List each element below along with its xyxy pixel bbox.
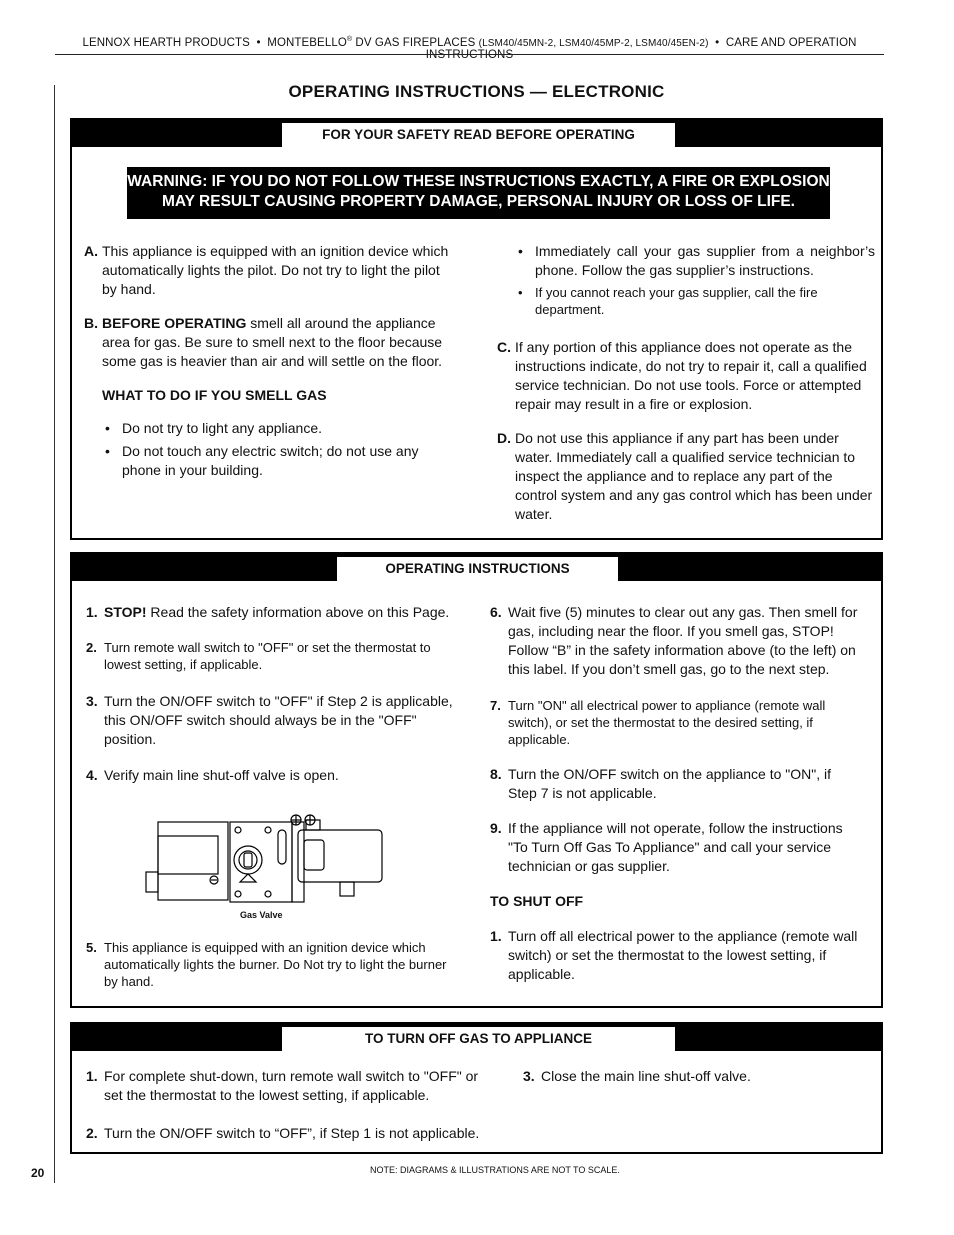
right-bullet-list <box>515 242 875 318</box>
page-number: 20 <box>31 1166 45 1180</box>
safety-item-a <box>84 242 454 299</box>
step-label: 7. <box>490 698 501 713</box>
step-3 <box>86 692 458 749</box>
header-brand: LENNOX HEARTH PRODUCTS <box>82 36 250 49</box>
turn-off-right-column <box>523 1067 863 1101</box>
step-label: 6. <box>490 604 502 620</box>
item-label: D. <box>497 430 511 446</box>
shut-off-step-1 <box>490 927 862 984</box>
turn-off-panel <box>70 1022 883 1154</box>
warning-line-1: WARNING: IF YOU DO NOT FOLLOW THESE INSTRUCTIONS EXACTLY, A FIRE OR EXPLOSION <box>127 173 830 190</box>
item-text: smell all around the appliance area for gas. Be sure to smell next to the floor because some gas is heavier than air and will settle on the floor. <box>102 315 443 369</box>
step-7 <box>490 697 862 748</box>
step-text: Turn remote wall switch to "OFF" or set the thermostat to lowest setting, if applicable. <box>104 640 431 672</box>
header-product-rest: DV GAS FIREPLACES <box>352 36 476 49</box>
header-models: (LSM40/45MN-2, LSM40/45MP-2, LSM40/45EN-2) <box>478 37 709 49</box>
item-label: A. <box>84 243 98 259</box>
smell-gas-heading: WHAT TO DO IF YOU SMELL GAS <box>102 387 327 403</box>
turn-off-step-1 <box>86 1067 486 1105</box>
step-text: This appliance is equipped with an ignition device which automatically lights the burner. Do Not try to light the burner by hand. <box>104 940 447 989</box>
turn-off-left-column <box>86 1067 486 1158</box>
gas-valve-drawing <box>140 810 390 910</box>
footer-note: NOTE: DIAGRAMS & ILLUSTRATIONS ARE NOT TO SCALE. <box>370 1165 620 1175</box>
header-registered: ® <box>346 36 353 43</box>
operating-panel <box>70 552 883 1008</box>
valve-outlet-tab-bottom <box>340 882 354 896</box>
step-text: Turn off all electrical power to the appliance (remote wall switch) or set the thermostat to the lowest setting, if applicable. <box>508 928 858 982</box>
step-label: 1. <box>86 604 98 620</box>
safety-item-c <box>497 338 875 414</box>
header-separator-2: • <box>715 36 720 49</box>
step-label: 1. <box>490 928 502 944</box>
item-label: C. <box>497 339 511 355</box>
step-text: Verify main line shut-off valve is open. <box>104 767 339 783</box>
left-margin-rule <box>54 85 55 1183</box>
step-1 <box>86 603 458 622</box>
step-2 <box>86 639 458 673</box>
safety-panel <box>70 118 883 540</box>
step-text: Turn "ON" all electrical power to appliance (remote wall switch), or set the thermostat to the desired setting, if applicable. <box>508 698 826 747</box>
step-text: If the appliance will not operate, follow the instructions "To Turn Off Gas To Appliance" and call your service technician or gas supplier. <box>508 820 843 874</box>
step-label: 8. <box>490 766 502 782</box>
step-9 <box>490 819 862 876</box>
valve-outlet-cover <box>298 830 382 882</box>
gas-valve-caption: Gas Valve <box>240 910 283 920</box>
step-4 <box>86 766 458 785</box>
valve-solenoid <box>158 836 218 874</box>
safety-item-b <box>84 314 454 371</box>
shut-off-heading: TO SHUT OFF <box>490 893 584 909</box>
step-label: 2. <box>86 640 97 655</box>
list-item: • Do not try to light any appliance. <box>102 419 454 438</box>
step-bold: STOP! <box>104 604 147 620</box>
step-label: 1. <box>86 1068 98 1084</box>
step-label: 3. <box>86 693 98 709</box>
item-label: B. <box>84 315 98 331</box>
header-section: CARE AND OPERATION <box>725 36 857 49</box>
safety-item-d <box>497 429 875 524</box>
item-text: Do not use this appliance if any part has been under water. Immediately call a qualified service technician to inspect the appliance and to replace any part of the control system and any gas control which has been under water. <box>515 430 873 522</box>
warning-line-2: MAY RESULT CAUSING PROPERTY DAMAGE, PERSONAL INJURY OR LOSS OF LIFE. <box>161 193 795 210</box>
step-label: 5. <box>86 940 97 955</box>
safety-left-column <box>84 242 454 484</box>
valve-pilot-adjust <box>278 830 286 864</box>
step-label: 4. <box>86 767 98 783</box>
running-header <box>55 36 884 61</box>
warning-box <box>127 167 830 219</box>
header-product: MONTEBELLO <box>267 36 347 49</box>
operating-left-column <box>86 603 458 800</box>
item-bold: BEFORE OPERATING <box>102 315 247 331</box>
step-text: Turn the ON/OFF switch on the appliance to "ON", if Step 7 is not applicable. <box>508 766 831 801</box>
list-item: • Do not touch any electric switch; do not use any phone in your building. <box>102 442 454 480</box>
turn-off-panel-label: TO TURN OFF GAS TO APPLIANCE <box>282 1027 675 1051</box>
turn-off-step-2 <box>86 1124 486 1143</box>
turn-off-step-3 <box>523 1067 863 1086</box>
step-label: 9. <box>490 820 502 836</box>
step-text: Turn the ON/OFF switch to "OFF" if Step 2 is applicable, this ON/OFF switch should always be in the "OFF" position. <box>104 693 453 747</box>
header-separator: • <box>256 36 261 49</box>
smell-gas-list <box>102 419 454 480</box>
list-item: • If you cannot reach your gas supplier, call the fire department. <box>515 284 875 318</box>
item-text: This appliance is equipped with an ignition device which automatically lights the pilot. Do not try to light the pilot by hand. <box>102 243 449 297</box>
step-text: Read the safety information above on this Page. <box>146 604 450 620</box>
step-label: 3. <box>523 1068 535 1084</box>
valve-control-knob <box>234 846 262 874</box>
step-6 <box>490 603 862 679</box>
valve-knob-slot <box>304 840 324 870</box>
step-text: Turn the ON/OFF switch to “OFF”, if Step 1 is not applicable. <box>104 1125 480 1141</box>
header-rule <box>55 54 884 55</box>
valve-indicator-arrow <box>240 874 256 882</box>
operating-step-5-column <box>86 939 458 1005</box>
step-text: For complete shut-down, turn remote wall switch to "OFF" or set the thermostat to the lowest setting, if applicable. <box>104 1068 479 1103</box>
step-8 <box>490 765 862 803</box>
step-text: Close the main line shut-off valve. <box>541 1068 751 1084</box>
gas-valve-illustration <box>140 810 390 925</box>
operating-right-column <box>490 603 862 999</box>
safety-panel-label: FOR YOUR SAFETY READ BEFORE OPERATING <box>282 123 675 147</box>
step-text: Wait five (5) minutes to clear out any gas. Then smell for gas, including near the floor. If you smell gas, STOP! Follow “B” in the safety information above (to the left) on this label. If you don’t smell gas, go to the next step. <box>508 604 858 677</box>
step-5 <box>86 939 458 990</box>
safety-right-column <box>497 242 875 539</box>
step-label: 2. <box>86 1125 98 1141</box>
list-item: • Immediately call your gas supplier from a neighbor’s phone. Follow the gas supplier’s instructions. <box>515 242 875 280</box>
operating-panel-label: OPERATING INSTRUCTIONS <box>337 557 618 581</box>
page-title: OPERATING INSTRUCTIONS — ELECTRONIC <box>288 82 665 101</box>
valve-inlet <box>146 872 158 892</box>
item-text: If any portion of this appliance does not operate as the instructions indicate, do not try to repair it, call a qualified service technician. Do not use tools. Force or attempted repair may result in a fire or explosion. <box>515 339 867 412</box>
